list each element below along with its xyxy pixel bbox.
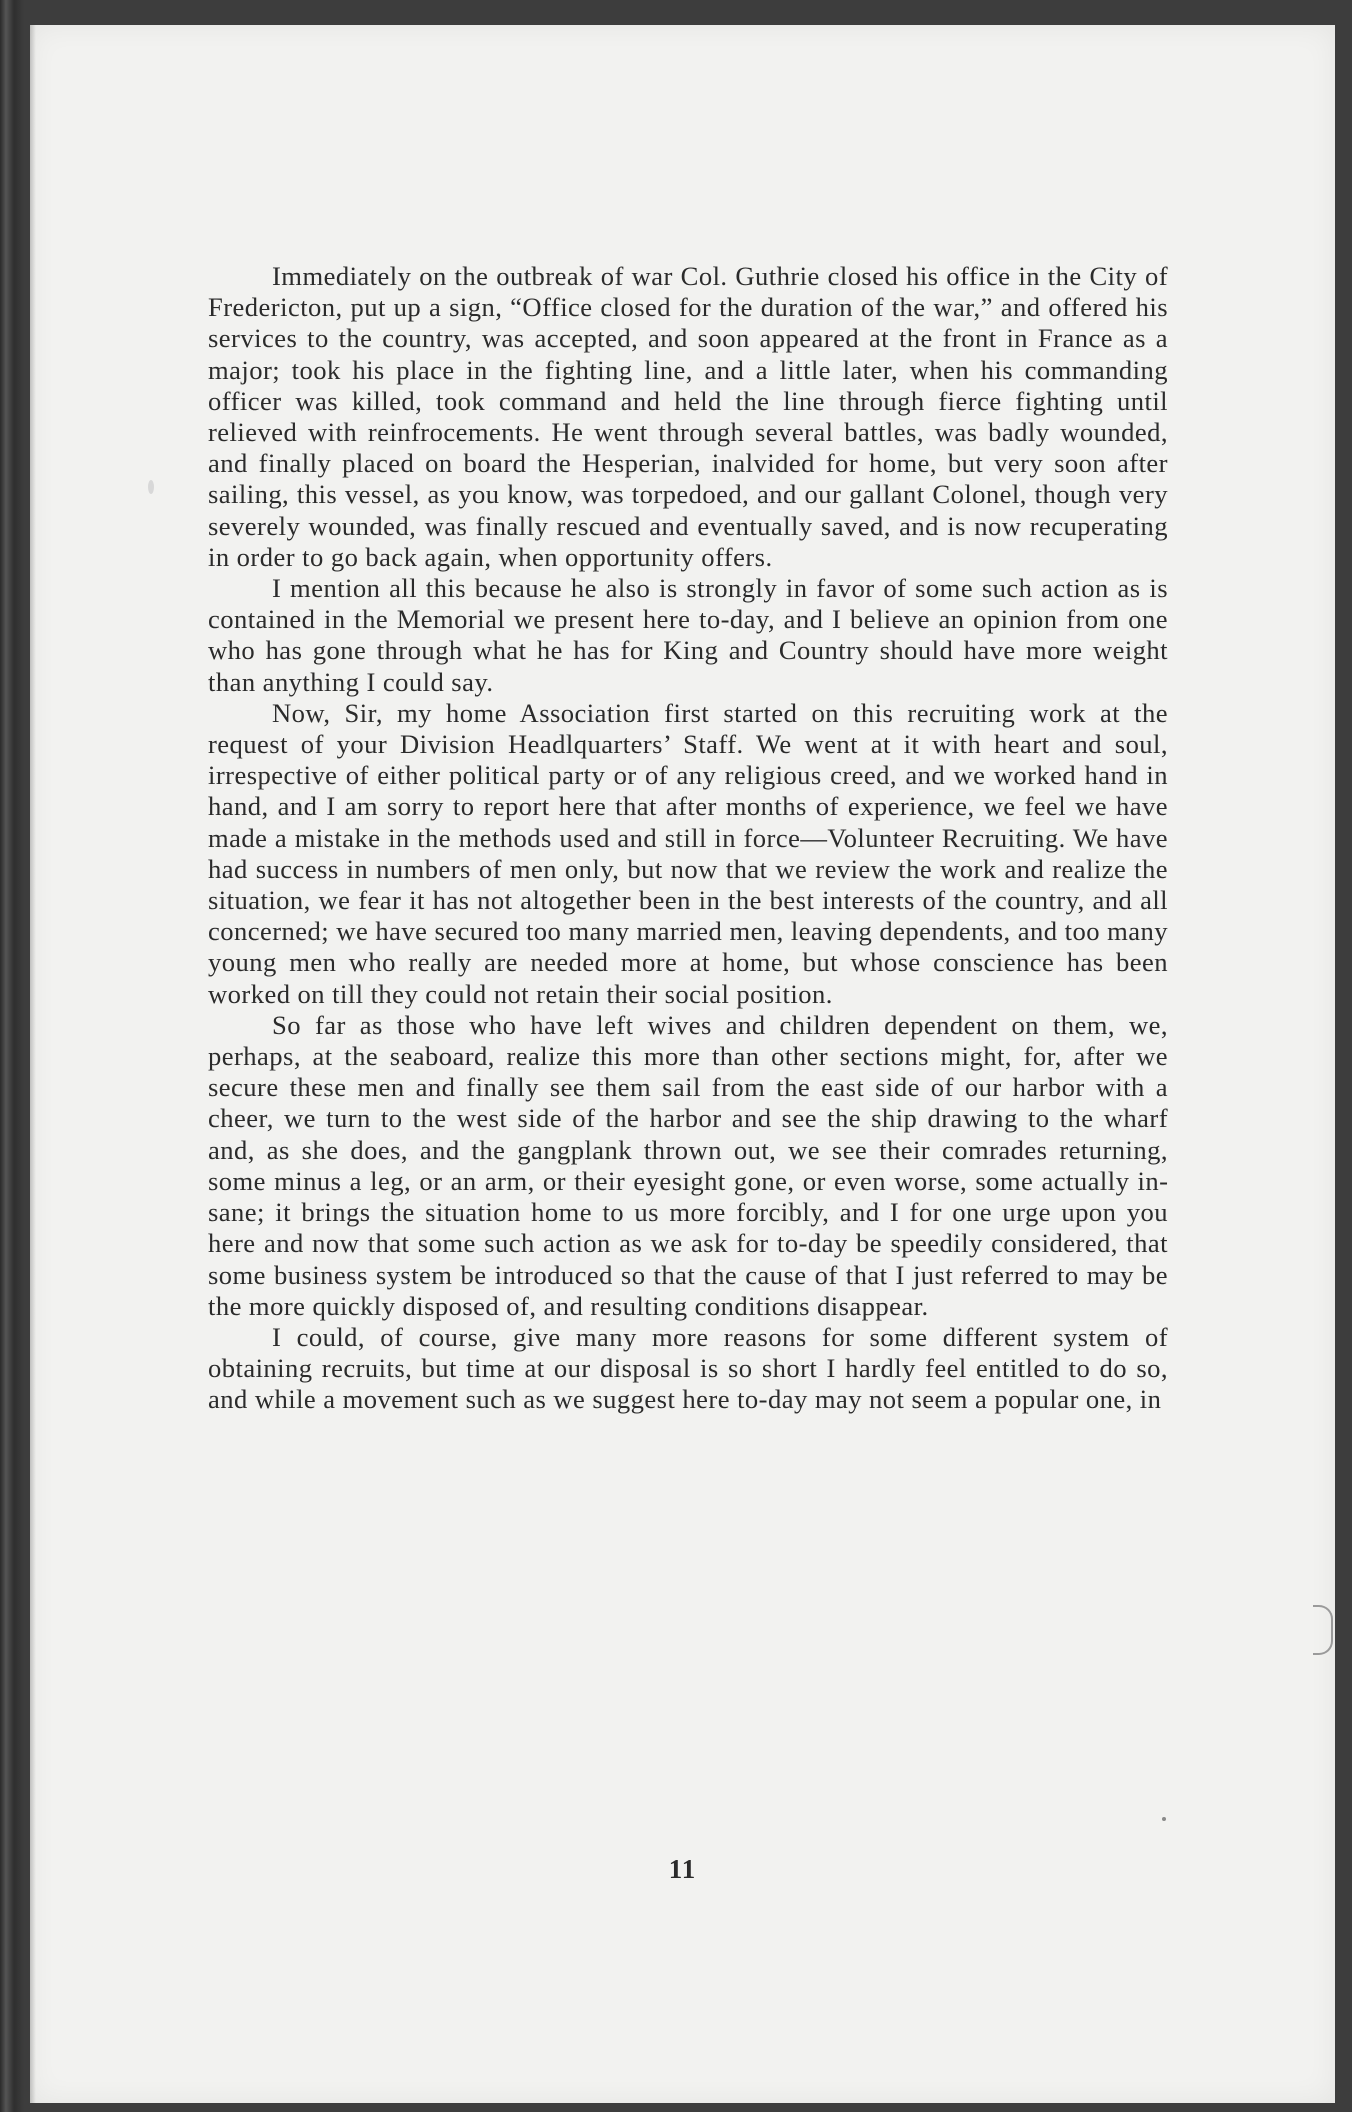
scan-speck: [1162, 1817, 1166, 1821]
paragraph-dependents-harbor: So far as those who have left wives and children dependent on them, we, perhaps, at the seaboard, realize this more than other sections might, for, after we secure these men and finally see them sail from the east side of our harbor with a cheer, we turn to the west side of the harbor and see the ship drawing to the wharf and, as she does, and the gangplank thrown out, we see their comrades returning, some minus a leg, or an arm, or their eyesight gone, or even worse, some actually insane; it brings the situation home to us more forcibly, and I for one urge upon you here and now that some such action as we ask for to-day be speedily considered, that some business system be introduced so that the cause of that I just referred to may be the more quickly disposed of, and resulting conditions disappear.: [208, 1009, 1168, 1321]
page-edge-mark: [1313, 1605, 1333, 1655]
paragraph-more-reasons: I could, of course, give many more reasons for some different system of obtaining recruits, but time at our disposal is so short I hardly feel entitled to do so, and while a movement such as we suggest here to-day may not seem a popular one, in: [208, 1321, 1168, 1415]
paragraph-memorial-opinion: I mention all this because he also is strongly in favor of some such action as is contained in the Memorial we present here to-day, and I believe an opinion from one who has gone through what he has for King and Country should have more weight than anything I could say.: [208, 573, 1168, 697]
page-number: 11: [668, 1854, 697, 1884]
paragraph-guthrie-service: Immediately on the outbreak of war Col. Guthrie closed his office in the City of Fredericton, put up a sign, “Office closed for the duration of the war,” and offered his services to the country, was accepted, and soon appeared at the front in France as a major; took his place in the fighting line, and a little later, when his commanding officer was killed, took command and held the line through fierce fighting until relieved with reinfrocements. He went through several battles, was badly wounded, and finally placed on board the Hesperian, inalvided for home, but very soon after sailing, this vessel, as you know, was torpedoed, and our gallant Colonel, though very severely wounded, was finally rescued and eventually saved, and is now recuperating in order to go back again, when opportunity offers.: [208, 261, 1168, 572]
paragraph-volunteer-recruiting: Now, Sir, my home Association first started on this recruiting work at the request of your Division Headlquarters’ Staff. We went at it with heart and soul, irrespective of either political party or of any religious creed, and we worked hand in hand, and I am sorry to report here that after months of experience, we feel we have made a mistake in the methods used and still in force—Volunteer Recruiting. We have had success in numbers of men only, but now that we review the work and realize the situation, we fear it has not altogether been in the best interests of the country, and all concerned; we have secured too many married men, leaving dependents, and too many young men who really are needed more at home, but whose conscience has been worked on till they could not retain their social position.: [208, 697, 1168, 1009]
book-page: [30, 25, 1335, 2103]
body-text: [208, 261, 1168, 1416]
scan-speck: [148, 480, 154, 494]
